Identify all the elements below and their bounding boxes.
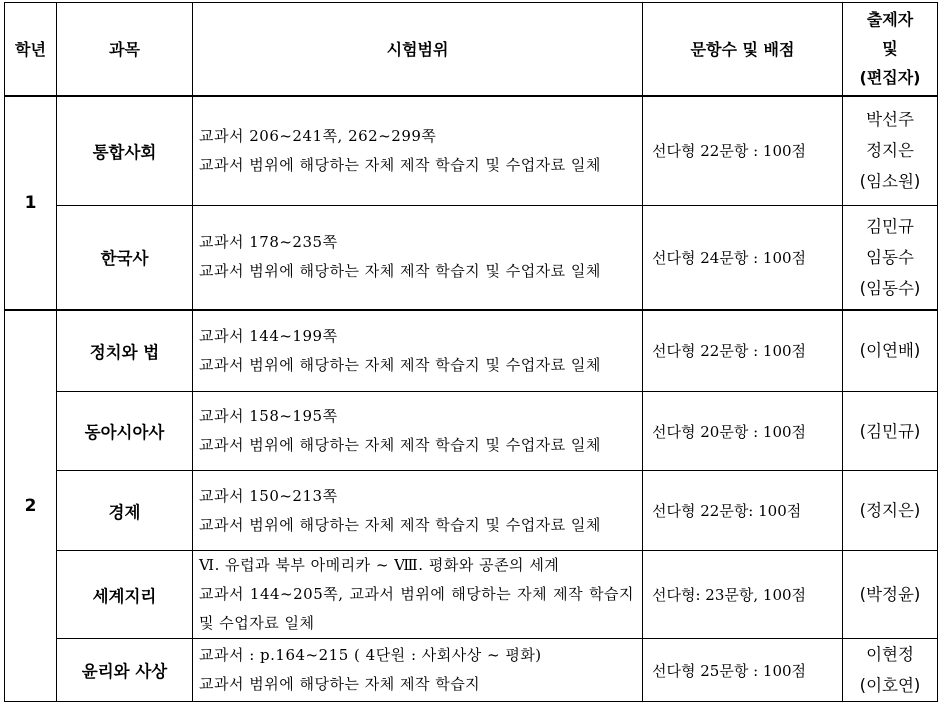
range-cell bbox=[193, 471, 643, 551]
subject-cell: 세계지리 bbox=[57, 551, 193, 639]
range-line: 교과서 158~195쪽 bbox=[199, 407, 338, 425]
header-range: 시험범위 bbox=[193, 3, 643, 96]
count-cell: 선다형 25문항 : 100점 bbox=[643, 639, 843, 702]
count-cell: 선다형 22문항 : 100점 bbox=[643, 310, 843, 392]
subject-cell: 경제 bbox=[57, 471, 193, 551]
count-cell: 선다형 20문항 : 100점 bbox=[643, 392, 843, 471]
table-row bbox=[5, 96, 938, 206]
range-line: 교과서 178~235쪽 bbox=[199, 233, 338, 252]
subject-cell: 윤리와 사상 bbox=[57, 639, 193, 702]
editor-name: (이연배) bbox=[859, 341, 921, 361]
author-cell bbox=[843, 206, 938, 310]
table-row bbox=[5, 471, 938, 551]
range-line: Ⅵ. 유럽과 북부 아메리카 ~ Ⅷ. 평화와 공존의 세계 bbox=[199, 556, 560, 574]
count-cell: 선다형 22문항: 100점 bbox=[643, 471, 843, 551]
range-line: 교과서 범위에 해당하는 자체 제작 학습지 및 수업자료 일체 bbox=[199, 436, 601, 454]
range-cell bbox=[193, 392, 643, 471]
grade-cell-1: 1 bbox=[5, 96, 57, 310]
header-grade: 학년 bbox=[5, 3, 57, 96]
range-line: 교과서 범위에 해당하는 자체 제작 학습지 및 수업자료 일체 bbox=[199, 515, 601, 534]
range-line: 교과서 범위에 해당하는 자체 제작 학습지 및 수업자료 일체 bbox=[199, 155, 601, 174]
range-line: 교과서 범위에 해당하는 자체 제작 학습지 및 수업자료 일체 bbox=[199, 262, 601, 281]
subject-cell: 동아시아사 bbox=[57, 392, 193, 471]
author-name: 정지은 bbox=[866, 141, 914, 161]
table-row bbox=[5, 392, 938, 471]
exam-scope-table bbox=[4, 2, 938, 702]
range-cell bbox=[193, 206, 643, 310]
editor-name: (임동수) bbox=[859, 278, 921, 298]
range-cell bbox=[193, 96, 643, 206]
header-row bbox=[5, 3, 938, 96]
header-author-line1: 출제자 bbox=[866, 10, 914, 30]
grade-cell-2: 2 bbox=[5, 310, 57, 702]
range-cell bbox=[193, 310, 643, 392]
author-cell bbox=[843, 551, 938, 639]
editor-name: (박정윤) bbox=[859, 585, 921, 604]
author-name: 이현정 bbox=[866, 645, 914, 664]
range-line: 교과서 범위에 해당하는 자체 제작 학습지 bbox=[199, 675, 481, 693]
range-line: 교과서 범위에 해당하는 자체 제작 학습지 및 수업자료 일체 bbox=[199, 355, 601, 374]
author-cell bbox=[843, 96, 938, 206]
table-row bbox=[5, 206, 938, 310]
range-line: 교과서 144~199쪽 bbox=[199, 326, 338, 345]
author-name: 김민규 bbox=[866, 216, 914, 236]
range-line: 교과서 206~241쪽, 262~299쪽 bbox=[199, 126, 437, 145]
subject-cell: 한국사 bbox=[57, 206, 193, 310]
header-author bbox=[843, 3, 938, 96]
count-cell: 선다형: 23문항, 100점 bbox=[643, 551, 843, 639]
count-cell: 선다형 24문항 : 100점 bbox=[643, 206, 843, 310]
editor-name: (이호연) bbox=[859, 676, 921, 695]
table-row bbox=[5, 551, 938, 639]
header-count: 문항수 및 배점 bbox=[643, 3, 843, 96]
range-line: 교과서 : p.164~215 ( 4단원 : 사회사상 ~ 평화) bbox=[199, 646, 542, 664]
table-row bbox=[5, 310, 938, 392]
count-cell: 선다형 22문항 : 100점 bbox=[643, 96, 843, 206]
range-cell bbox=[193, 551, 643, 639]
author-cell bbox=[843, 392, 938, 471]
header-author-line3: (편집자) bbox=[859, 68, 921, 88]
editor-name: (김민규) bbox=[859, 421, 921, 441]
author-cell bbox=[843, 471, 938, 551]
author-cell bbox=[843, 310, 938, 392]
subject-cell: 정치와 법 bbox=[57, 310, 193, 392]
header-author-line2: 및 bbox=[882, 39, 898, 59]
editor-name: (정지은) bbox=[859, 501, 921, 520]
author-cell bbox=[843, 639, 938, 702]
author-name: 임동수 bbox=[866, 247, 914, 267]
author-name: 박선주 bbox=[866, 110, 914, 130]
range-cell bbox=[193, 639, 643, 702]
subject-cell: 통합사회 bbox=[57, 96, 193, 206]
range-line: 교과서 150~213쪽 bbox=[199, 486, 338, 505]
table-row bbox=[5, 639, 938, 702]
header-subject: 과목 bbox=[57, 3, 193, 96]
range-line: 교과서 144~205쪽, 교과서 범위에 해당하는 자체 제작 학습지 및 수업자료 일체 bbox=[199, 585, 634, 632]
editor-name: (임소원) bbox=[859, 172, 921, 192]
